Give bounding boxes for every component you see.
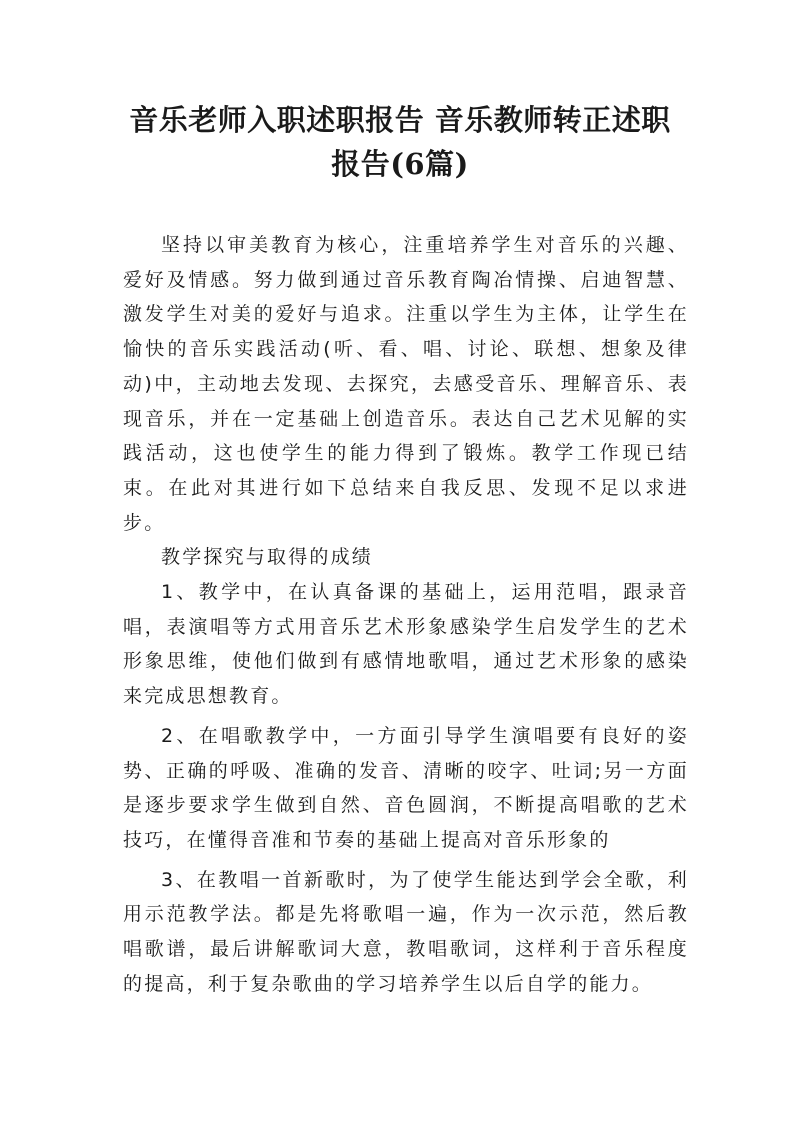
title-line-1: 音乐老师入职述职报告 音乐教师转正述职 — [129, 103, 671, 137]
title-line-2: 报告(6篇) — [331, 147, 469, 181]
item-paragraph-3: 3、在教唱一首新歌时，为了使学生能达到学会全歌，利用示范教学法。都是先将歌唱一遍，作为一次示范，然后教唱歌谱，最后讲解歌词大意，教唱歌词，这样利于音乐程度的提高，利于复杂歌曲的学习培养学生以后自学的能力。 — [123, 868, 689, 995]
document-title — [100, 98, 700, 186]
intro-paragraph: 坚持以审美教育为核心，注重培养学生对音乐的兴趣、爱好及情感。努力做到通过音乐教育陶冶情操、启迪智慧、激发学生对美的爱好与追求。注重以学生为主体，让学生在愉快的音乐实践活动(听、看、唱、讨论、联想、想象及律动)中，主动地去发现、去探究，去感受音乐、理解音乐、表现音乐，并在一定基础上创造音乐。表达自己艺术见解的实践活动，这也使学生的能力得到了锻炼。教学工作现已结束。在此对其进行如下总结来自我反思、发现不足以求进步。 — [123, 234, 689, 534]
section-heading: 教学探究与取得的成绩 — [161, 546, 374, 569]
item-paragraph-2: 2、在唱歌教学中，一方面引导学生演唱要有良好的姿势、正确的呼吸、准确的发音、清晰的咬字、吐词;另一方面是逐步要求学生做到自然、音色圆润，不断提高唱歌的艺术技巧，在懂得音准和节奏的基础上提高对音乐形象的 — [123, 724, 689, 851]
document-body — [123, 228, 689, 1001]
item-paragraph-1: 1、教学中，在认真备课的基础上，运用范唱，跟录音唱，表演唱等方式用音乐艺术形象感染学生启发学生的艺术形象思维，使他们做到有感情地歌唱，通过艺术形象的感染来完成思想教育。 — [123, 581, 689, 708]
